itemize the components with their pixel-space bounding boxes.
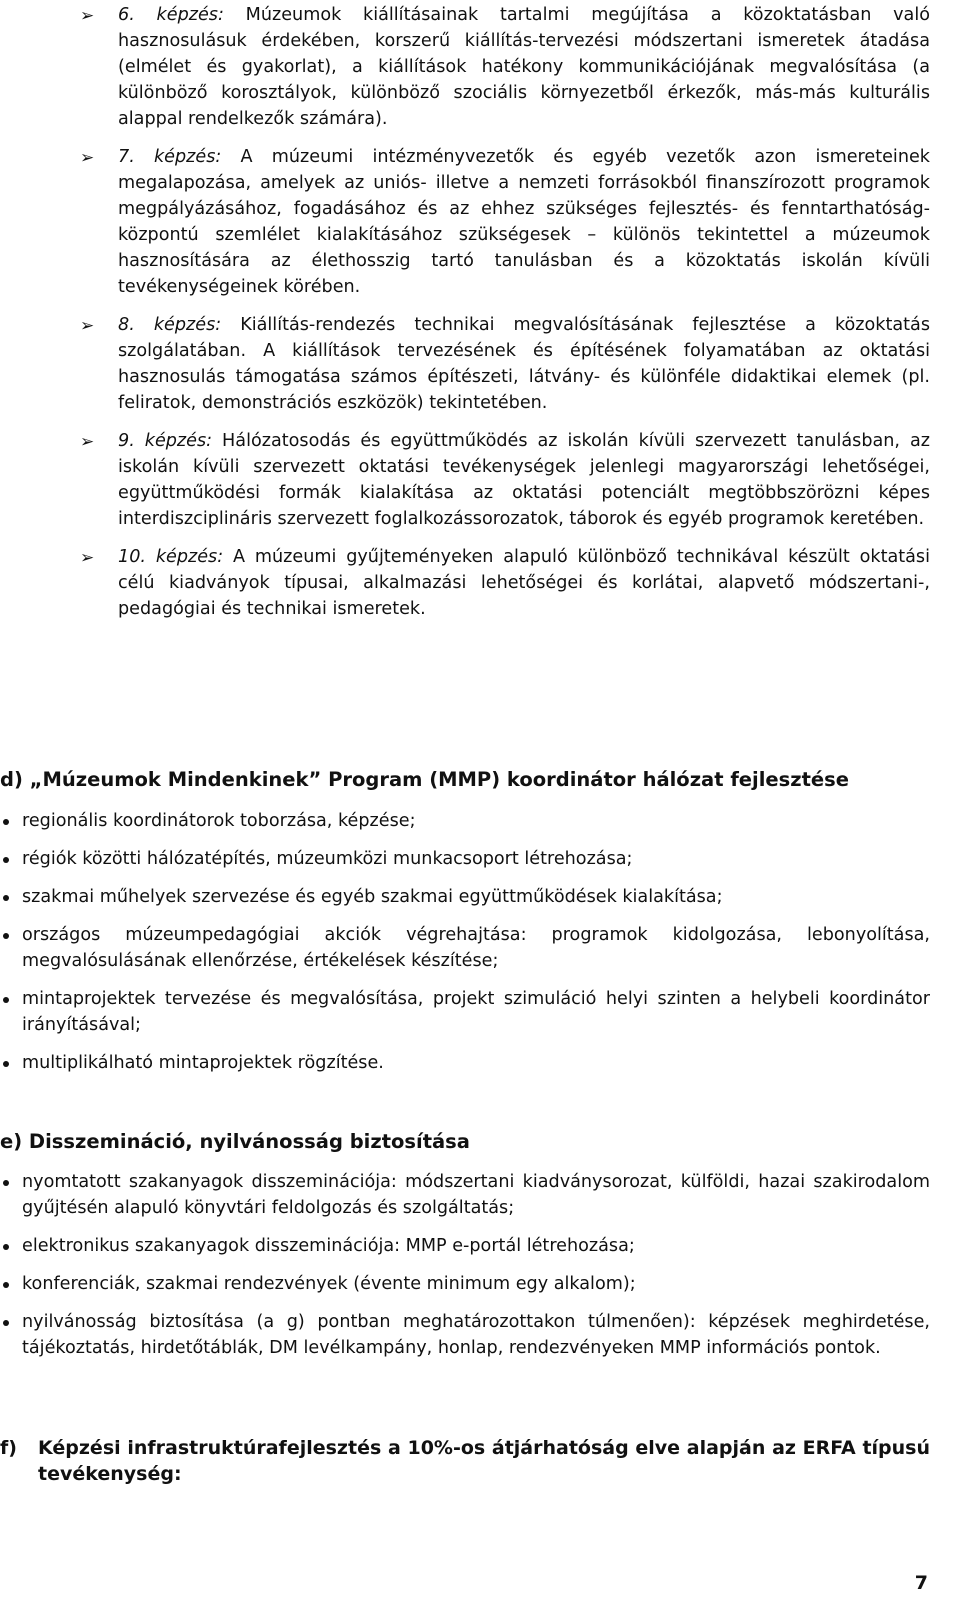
training-text: A múzeumi intézményvezetők és egyéb vezetők azon ismereteinek megalapozása, amelyek az uniós- illetve a nemzeti forrásokból finanszírozott programok megpályázásához, fogadásához és az ehhez szükséges fejlesztés- és fenntarthatóság-központú szemlélet kialakításához szükségesek – különös tekintettel a múzeumok hasznosítására az élethosszig tartó tanulásban és a közoktatás iskolán kívüli tevékenységeinek körében.: [118, 147, 930, 297]
training-item: [80, 144, 930, 300]
training-text: Kiállítás-rendezés technikai megvalósításának fejlesztése a közoktatás szolgálatában. A kiállítások tervezésének és építésének folyamatában az oktatási hasznosulás támogatása számos építészeti, látvány- és különféle didaktikai elemek (pl. feliratok, demonstrációs eszközök) tekintetében.: [118, 315, 930, 413]
section-f-text: Képzési infrastruktúrafejlesztés a 10%-os átjárhatóság elve alapján az ERFA típusú tevékenység:: [38, 1437, 930, 1485]
bullet-dot-icon: [3, 997, 9, 1003]
page-number: 7: [914, 1572, 928, 1594]
arrow-bullet-icon: ➢: [80, 316, 95, 336]
training-item: [80, 312, 930, 416]
training-list: [80, 2, 930, 634]
section-f-heading: [0, 1435, 930, 1487]
bullet-dot-icon: [3, 1320, 9, 1326]
list-item: régiók közötti hálózatépítés, múzeumközi munkacsoport létrehozása;: [0, 846, 930, 872]
bullet-dot-icon: [3, 1180, 9, 1186]
training-item: [80, 428, 930, 532]
bullet-dot-icon: [3, 819, 9, 825]
list-item: nyomtatott szakanyagok disszeminációja: módszertani kiadványsorozat, külföldi, hazai szakirodalom gyűjtésén alapuló könyvtári feldolgozás és szolgáltatás;: [0, 1169, 930, 1221]
section-d-list: [0, 808, 930, 1076]
training-title: 6. képzés:: [118, 5, 224, 25]
list-item: mintaprojektek tervezése és megvalósítása, projekt szimuláció helyi szinten a helybeli koordinátor irányításával;: [0, 986, 930, 1038]
training-title: 10. képzés:: [118, 547, 224, 567]
section-f-letter: f): [0, 1437, 17, 1459]
training-text: A múzeumi gyűjteményeken alapuló különböző technikával készült oktatási célú kiadványok típusai, alkalmazási lehetőségei és korlátai, alapvető módszertani-, pedagógiai és technikai ismeretek.: [118, 547, 930, 619]
bullet-dot-icon: [3, 895, 9, 901]
bullet-dot-icon: [3, 933, 9, 939]
list-item: elektronikus szakanyagok disszeminációja: MMP e-portál létrehozása;: [0, 1233, 930, 1259]
section-e-heading: e) Disszemináció, nyilvánosság biztosítása: [0, 1130, 470, 1153]
bullet-dot-icon: [3, 1244, 9, 1250]
arrow-bullet-icon: ➢: [80, 548, 95, 568]
training-title: 7. képzés:: [118, 147, 222, 167]
bullet-dot-icon: [3, 857, 9, 863]
training-title: 9. képzés:: [118, 431, 213, 451]
list-item: multiplikálható mintaprojektek rögzítése.: [0, 1050, 930, 1076]
training-text: Hálózatosodás és együttműködés az iskolán kívüli szervezett tanulásban, az iskolán kívüli szervezett oktatási tevékenységek jelenlegi magyarországi lehetőségei, együttműködési formák kialakítása az oktatási potenciált megtöbbszörözni képes interdiszciplináris szervezett foglalkozássorozatok, táborok és egyéb programok keretében.: [118, 431, 930, 529]
list-item: konferenciák, szakmai rendezvények (évente minimum egy alkalom);: [0, 1271, 930, 1297]
list-item: regionális koordinátorok toborzása, képzése;: [0, 808, 930, 834]
training-text: Múzeumok kiállításainak tartalmi megújítása a közoktatásban való hasznosulásuk érdekében, korszerű kiállítás-tervezési módszertani ismeretek átadása (elmélet és gyakorlat), a kiállítások hatékony kommunikációjának megvalósítása (a különböző korosztályok, különböző szociális környezetből érkezők, más-más kulturális alappal rendelkezők számára).: [118, 5, 930, 129]
bullet-dot-icon: [3, 1282, 9, 1288]
training-title: 8. képzés:: [118, 315, 222, 335]
list-item: országos múzeumpedagógiai akciók végrehajtása: programok kidolgozása, lebonyolítása, megvalósulásának ellenőrzése, értékelések készítése;: [0, 922, 930, 974]
list-item: nyilvánosság biztosítása (a g) pontban meghatározottakon túlmenően): képzések meghirdetése, tájékoztatás, hirdetőtáblák, DM levélkampány, honlap, rendezvényeken MMP információs pontok.: [0, 1309, 930, 1361]
arrow-bullet-icon: ➢: [80, 6, 95, 26]
list-item: szakmai műhelyek szervezése és egyéb szakmai együttműködések kialakítása;: [0, 884, 930, 910]
training-item: [80, 2, 930, 132]
bullet-dot-icon: [3, 1061, 9, 1067]
arrow-bullet-icon: ➢: [80, 148, 95, 168]
section-e-list: [0, 1169, 930, 1361]
arrow-bullet-icon: ➢: [80, 432, 95, 452]
training-item: [80, 544, 930, 622]
section-d-heading: d) „Múzeumok Mindenkinek” Program (MMP) koordinátor hálózat fejlesztése: [0, 768, 849, 791]
